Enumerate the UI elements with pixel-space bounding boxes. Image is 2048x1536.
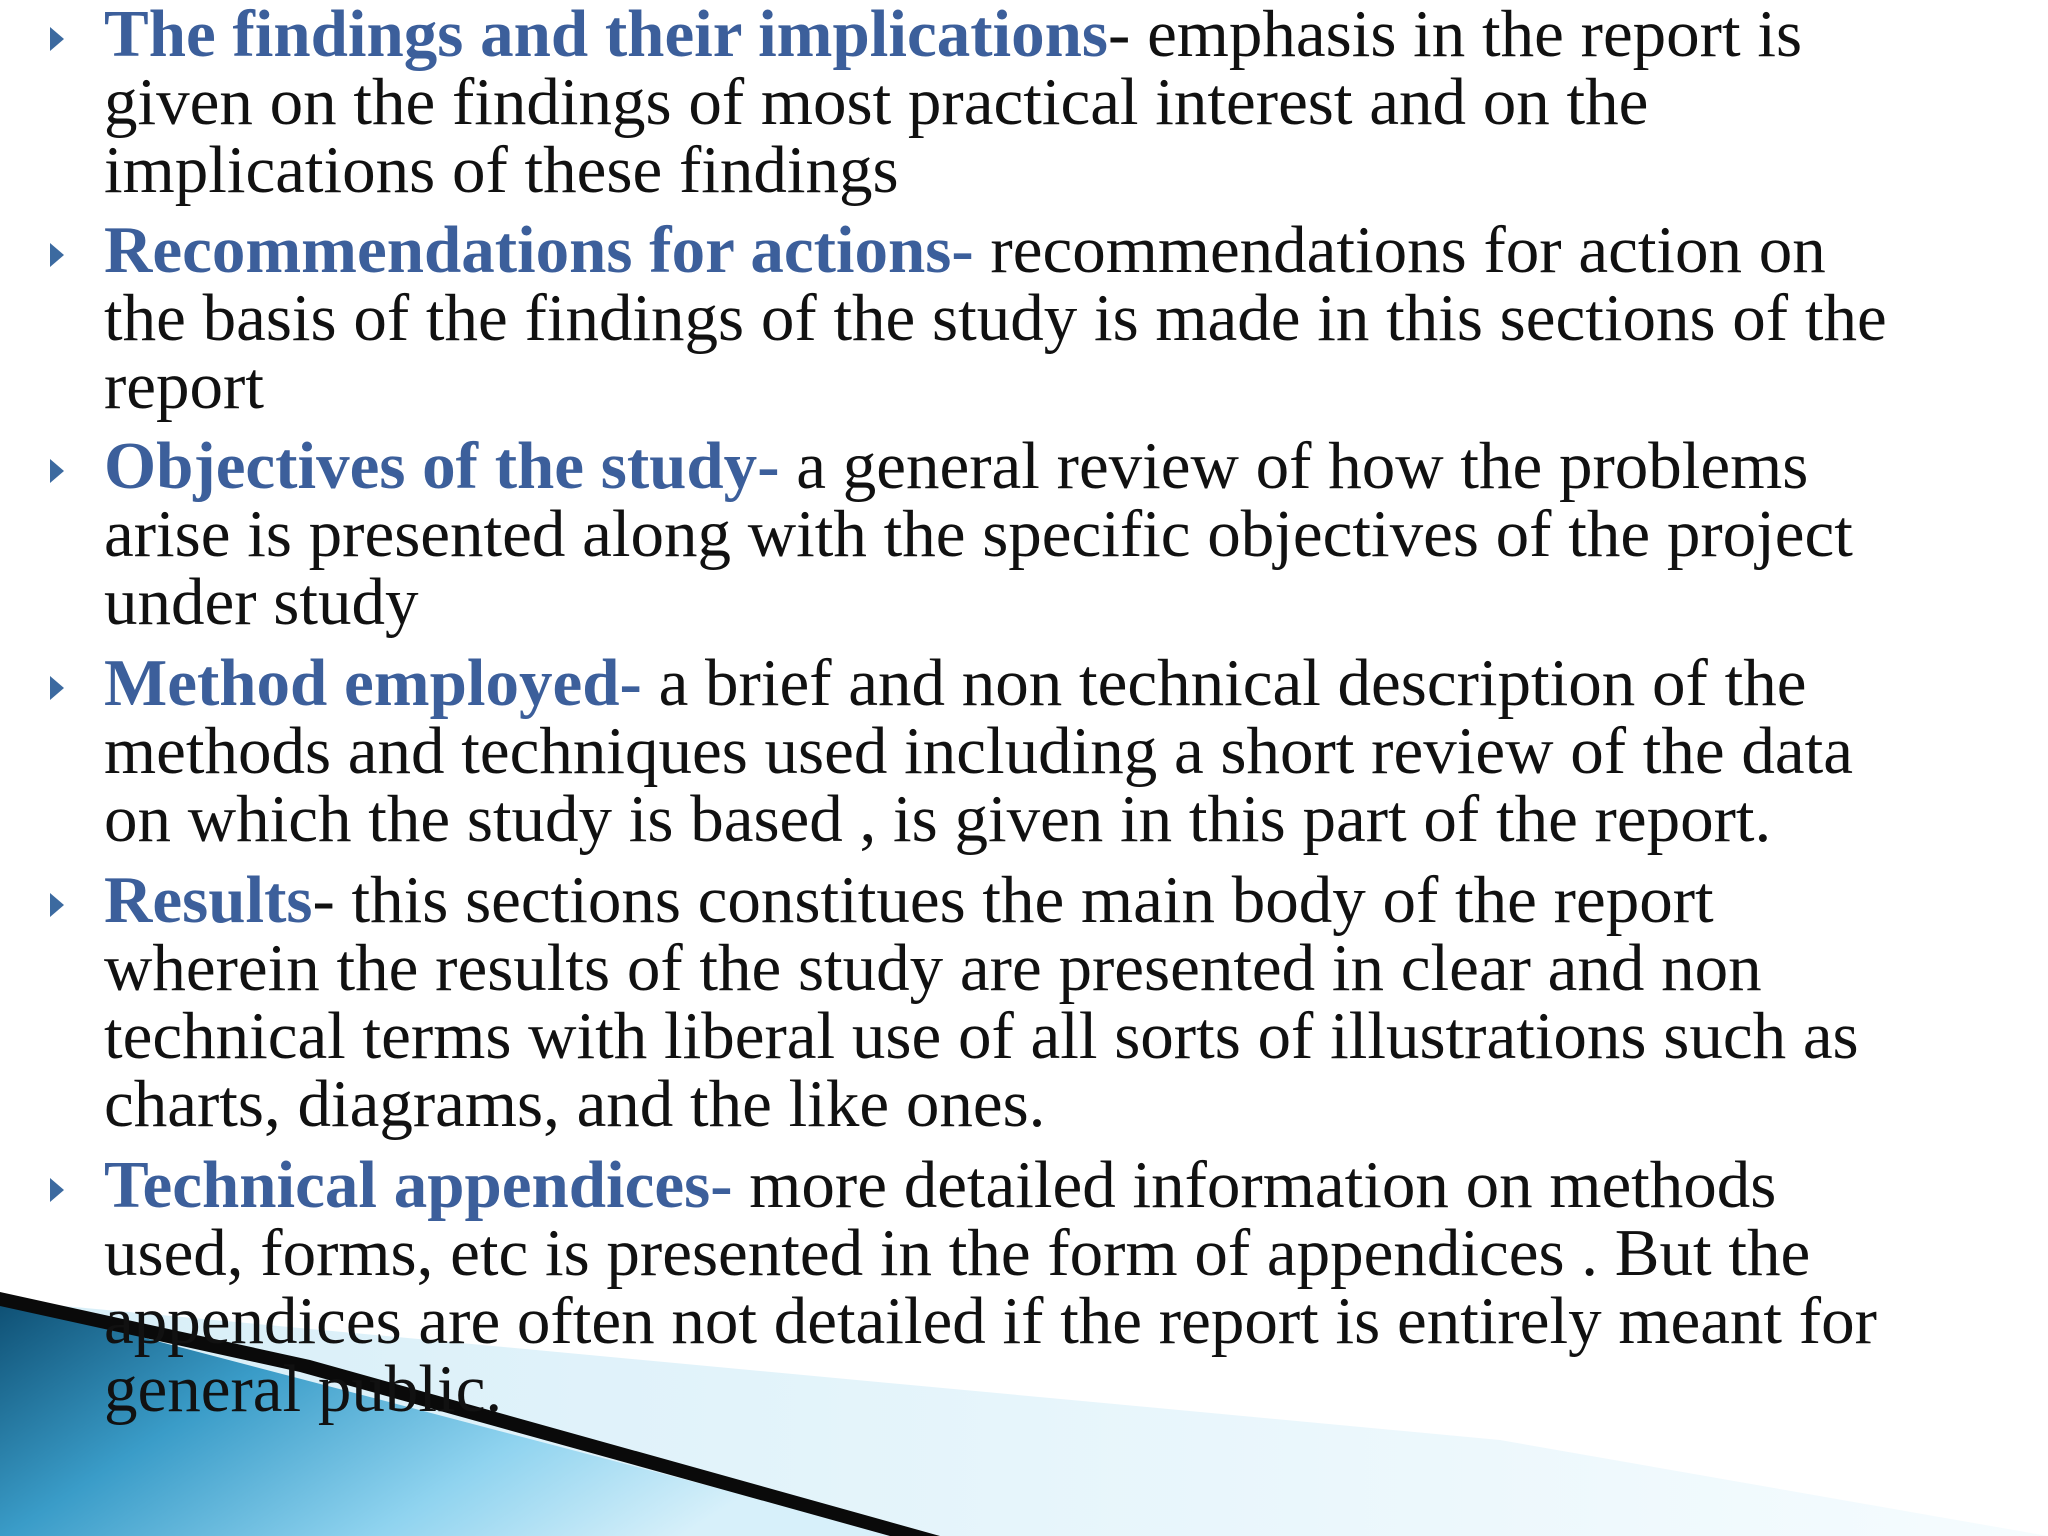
bullet-text-line: more detailed information on methods <box>749 1148 1777 1222</box>
bullet-text-line: on which the study is based , is given in this part of the report. <box>104 782 1772 856</box>
bullet-separator: - <box>619 646 659 720</box>
bullet-text-line: charts, diagrams, and the like ones. <box>104 1067 1046 1141</box>
triangle-right-icon <box>50 27 64 51</box>
bullet-term: Results <box>104 863 313 937</box>
bullet-term: Objectives of the study <box>104 429 758 503</box>
triangle-right-icon <box>50 243 64 267</box>
bullet-text-line: wherein the results of the study are presented in clear and non <box>104 931 1762 1005</box>
bullet-text-line: report <box>104 349 264 423</box>
bullet-term: Method employed <box>104 646 620 720</box>
triangle-right-icon <box>50 676 64 700</box>
bullet-item <box>0 646 1930 856</box>
bullet-item <box>0 0 1930 207</box>
bullet-text-line: used, forms, etc is presented in the form of appendices . But the <box>104 1216 1811 1290</box>
bullet-separator: - <box>710 1148 750 1222</box>
bullet-text-line: the basis of the findings of the study is made in this sections of the <box>104 281 1887 355</box>
bullet-item <box>0 1148 1930 1426</box>
bullet-separator: - <box>951 213 991 287</box>
bullet-item <box>0 213 1930 423</box>
bullet-term: Recommendations for actions <box>104 213 952 287</box>
bullet-term: The findings and their implications <box>104 0 1108 71</box>
bullet-text-line: technical terms with liberal use of all sorts of illustrations such as <box>104 999 1859 1073</box>
bullet-text-line: methods and techniques used including a short review of the data <box>104 714 1853 788</box>
bullet-item <box>0 863 1930 1141</box>
bullet-text-line: general public. <box>104 1352 503 1426</box>
bullet-text-line: this sections constitues the main body of the report <box>351 863 1714 937</box>
bullet-text-line: a brief and non technical description of the <box>658 646 1807 720</box>
bullet-text-line: under study <box>104 565 419 639</box>
triangle-right-icon <box>50 1178 64 1202</box>
bullet-text-line: arise is presented along with the specific objectives of the project <box>104 497 1853 571</box>
bullet-text-line: given on the findings of most practical interest and on the <box>104 65 1649 139</box>
bullet-text-line: a general review of how the problems <box>796 429 1809 503</box>
triangle-right-icon <box>50 893 64 917</box>
bullet-text-line: appendices are often not detailed if the report is entirely meant for <box>104 1284 1877 1358</box>
bullet-text-line: implications of these findings <box>104 133 899 207</box>
bullet-term: Technical appendices <box>104 1148 711 1222</box>
bullet-separator: - <box>757 429 797 503</box>
triangle-right-icon <box>50 459 64 483</box>
bullet-separator: - <box>1108 0 1148 71</box>
bullet-separator: - <box>312 863 352 937</box>
bullet-item <box>0 429 1930 639</box>
bullet-text-line: recommendations for action on <box>990 213 1826 287</box>
bullet-text-line: emphasis in the report is <box>1147 0 1803 71</box>
